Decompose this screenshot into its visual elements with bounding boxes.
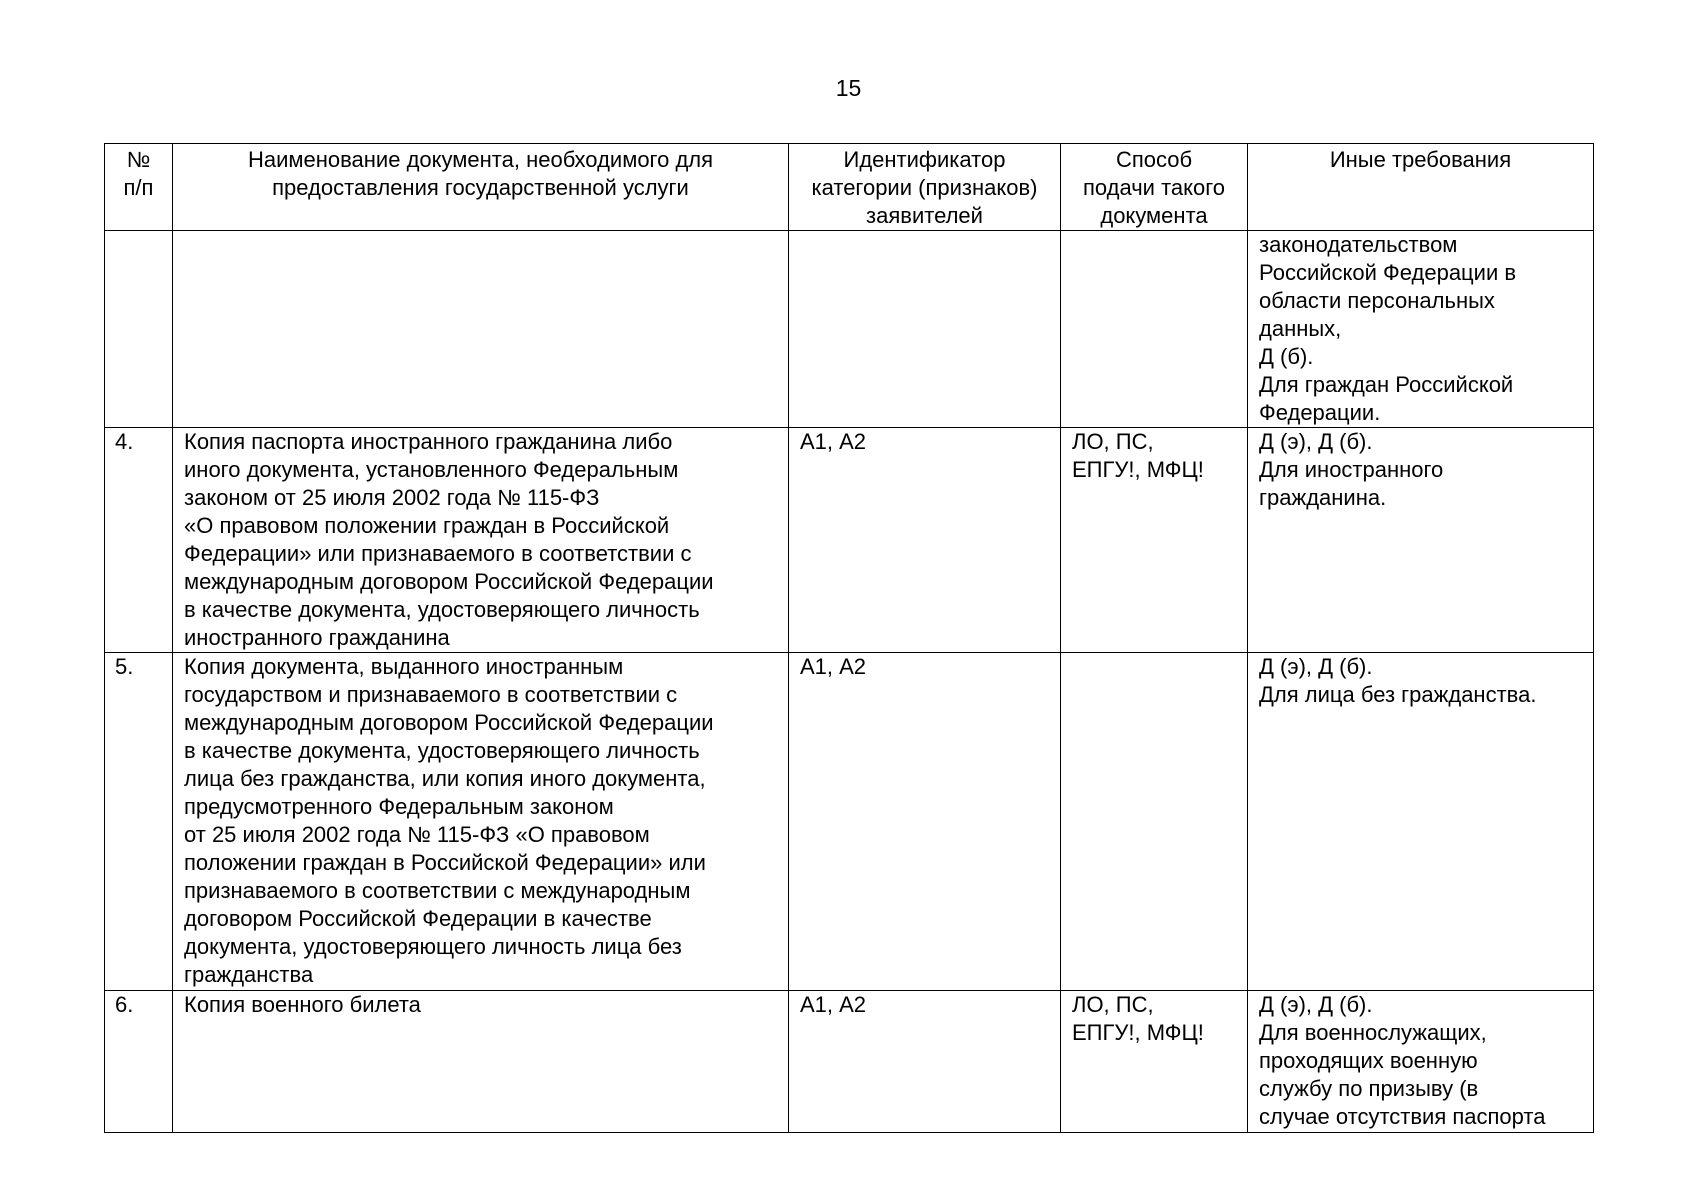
table-row (105, 653, 1594, 991)
row-document-name (173, 231, 789, 428)
row-category-identifier: А1, А2 (789, 428, 1061, 653)
header-other-requirements: Иные требования (1248, 144, 1594, 231)
table-header-row (105, 144, 1594, 231)
row-number: 6. (105, 991, 173, 1133)
header-category-identifier: Идентификатор категории (признаков) заявителей (789, 144, 1061, 231)
row-other-requirements: законодательством Российской Федерации в области персональных данных, Д (б). Для граждан Российской Федерации. (1248, 231, 1594, 428)
row-submission-method: ЛО, ПС, ЕПГУ!, МФЦ! (1061, 991, 1248, 1133)
row-category-identifier: А1, А2 (789, 653, 1061, 991)
row-other-requirements: Д (э), Д (б). Для лица без гражданства. (1248, 653, 1594, 991)
table-row (105, 428, 1594, 653)
page-number: 15 (835, 75, 862, 101)
row-number: 4. (105, 428, 173, 653)
table-row (105, 991, 1594, 1133)
header-document-name: Наименование документа, необходимого для предоставления государственной услуги (173, 144, 789, 231)
row-submission-method (1061, 653, 1248, 991)
row-submission-method (1061, 231, 1248, 428)
row-submission-method: ЛО, ПС, ЕПГУ!, МФЦ! (1061, 428, 1248, 653)
row-number: 5. (105, 653, 173, 991)
table-row (105, 231, 1594, 428)
row-category-identifier: А1, А2 (789, 991, 1061, 1133)
row-document-name: Копия документа, выданного иностранным государством и признаваемого в соответствии с международным договором Российской Федерации в качестве документа, удостоверяющего личность лица без гражданства, или копия иного документа, предусмотренного Федеральным законом от 25 июля 2002 года № 115-ФЗ «О правовом положении граждан в Российской Федерации» или признаваемого в соответствии с международным договором Российской Федерации в качестве документа, удостоверяющего личность лица без гражданства (173, 653, 789, 991)
row-other-requirements: Д (э), Д (б). Для иностранного гражданина. (1248, 428, 1594, 653)
row-document-name: Копия паспорта иностранного гражданина либо иного документа, установленного Федеральным законом от 25 июля 2002 года № 115-ФЗ «О правовом положении граждан в Российской Федерации» или признаваемого в соответствии с международным договором Российской Федерации в качестве документа, удостоверяющего личность иностранного гражданина (173, 428, 789, 653)
row-number (105, 231, 173, 428)
row-document-name: Копия военного билета (173, 991, 789, 1133)
header-number: № п/п (105, 144, 173, 231)
header-submission-method: Способ подачи такого документа (1061, 144, 1248, 231)
row-category-identifier (789, 231, 1061, 428)
documents-table (104, 143, 1594, 1133)
row-other-requirements: Д (э), Д (б). Для военнослужащих, проходящих военную службу по призыву (в случае отсутствия паспорта (1248, 991, 1594, 1133)
